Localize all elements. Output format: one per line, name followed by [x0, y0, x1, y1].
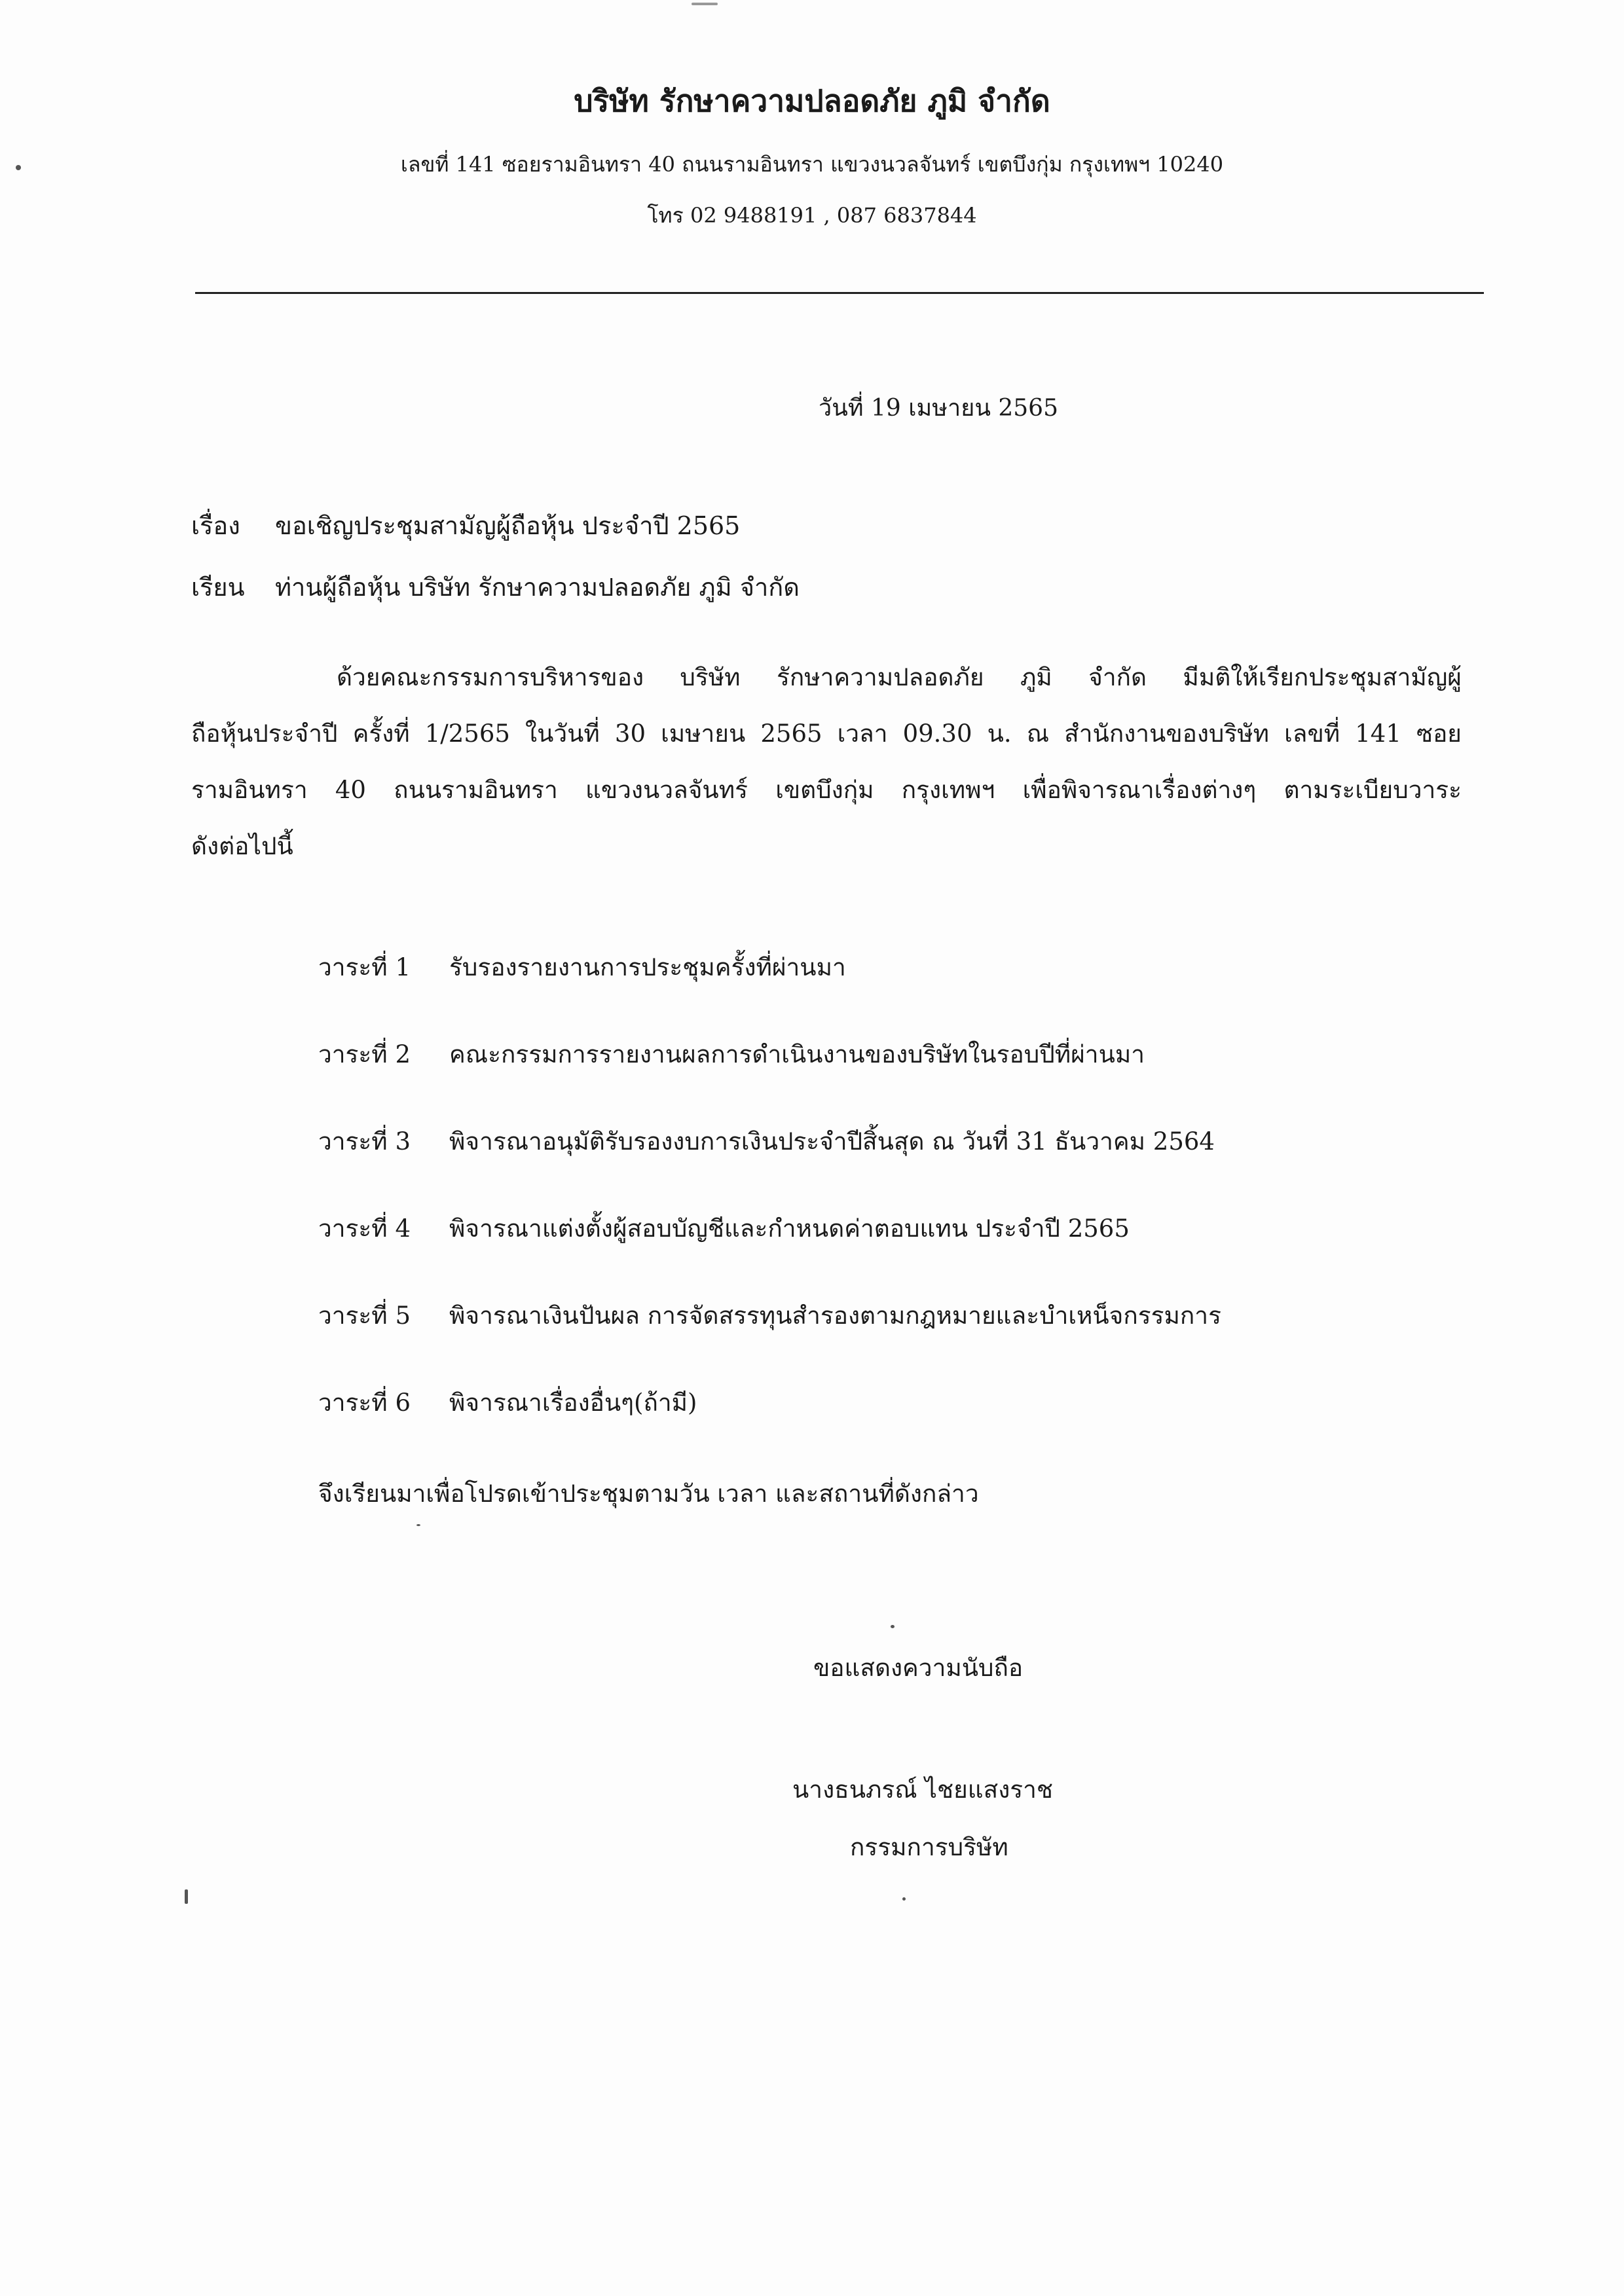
company-address: เลขที่ 141 ซอยรามอินทรา 40 ถนนรามอินทรา แขวงนวลจันทร์ เขตบึงกุ่ม กรุงเทพฯ 10240 [400, 152, 1224, 177]
scan-speck [185, 1889, 188, 1904]
company-phone: โทร 02 9488191 , 087 6837844 [647, 203, 977, 228]
agenda-number: วาระที่ 4 [318, 1214, 411, 1243]
scan-speck [891, 1625, 895, 1628]
company-name: บริษัท รักษาความปลอดภัย ภูมิ จำกัด [574, 83, 1050, 118]
signer-title: กรรมการบริษัท [850, 1833, 1008, 1861]
signer-name: นางธนภรณ์ ไชยแสงราช [792, 1776, 1054, 1804]
scan-speck [902, 1897, 906, 1901]
agenda-number: วาระที่ 2 [318, 1040, 411, 1068]
regards-text: ขอแสดงความนับถือ [813, 1654, 1024, 1682]
body-line: รามอินทรา 40 ถนนรามอินทรา แขวงนวลจันทร์ เขตบึงกุ่ม กรุงเทพฯ เพื่อพิจารณาเรื่องต่างๆ ตามระเบียบวาระ [191, 776, 1462, 804]
letter-date: วันที่ 19 เมษายน 2565 [819, 395, 1058, 422]
agenda-text: พิจารณาเงินปันผล การจัดสรรทุนสำรองตามกฎหมายและบำเหน็จกรรมการ [449, 1302, 1221, 1330]
agenda-number: วาระที่ 3 [318, 1127, 411, 1156]
body-line: ถือหุ้นประจำปี ครั้งที่ 1/2565 ในวันที่ 30 เมษายน 2565 เวลา 09.30 น. ณ สำนักงานของบริษัท เลขที่ 141 ซอย [191, 720, 1462, 748]
recipient-value: ท่านผู้ถือหุ้น บริษัท รักษาความปลอดภัย ภูมิ จำกัด [275, 573, 800, 602]
agenda-number: วาระที่ 5 [318, 1302, 411, 1330]
agenda-item [318, 1209, 1221, 1296]
agenda-number: วาระที่ 6 [318, 1389, 411, 1417]
header-divider [195, 292, 1484, 294]
scan-speck [692, 3, 718, 5]
agenda-text: พิจารณาแต่งตั้งผู้สอบบัญชีและกำหนดค่าตอบแทน ประจำปี 2565 [449, 1214, 1130, 1243]
subject-label: เรื่อง [191, 511, 240, 540]
recipient-label: เรียน [191, 573, 245, 602]
body-line: ด้วยคณะกรรมการบริหารของ บริษัท รักษาความปลอดภัย ภูมิ จำกัด มีมติให้เรียกประชุมสามัญผู้ [337, 663, 1462, 691]
body-line: ดังต่อไปนี้ [191, 832, 293, 860]
agenda-item [318, 1122, 1221, 1209]
agenda-text: พิจารณาเรื่องอื่นๆ(ถ้ามี) [449, 1389, 697, 1417]
agenda-item [318, 1383, 1221, 1470]
closing-sentence: จึงเรียนมาเพื่อโปรดเข้าประชุมตามวัน เวลา และสถานที่ดังกล่าว [318, 1480, 979, 1508]
body-paragraph [191, 649, 1462, 875]
agenda-text: รับรองรายงานการประชุมครั้งที่ผ่านมา [449, 953, 846, 981]
subject-value: ขอเชิญประชุมสามัญผู้ถือหุ้น ประจำปี 2565 [275, 511, 741, 540]
agenda-number: วาระที่ 1 [318, 953, 411, 981]
agenda-text: คณะกรรมการรายงานผลการดำเนินงานของบริษัทในรอบปีที่ผ่านมา [449, 1040, 1145, 1068]
scan-speck [16, 165, 21, 170]
agenda-item [318, 948, 1221, 1035]
agenda-text: พิจารณาอนุมัติรับรองงบการเงินประจำปีสิ้นสุด ณ วันที่ 31 ธันวาคม 2564 [449, 1127, 1215, 1156]
scan-speck [416, 1524, 420, 1526]
agenda-item [318, 1296, 1221, 1383]
agenda-list [318, 948, 1221, 1470]
agenda-item [318, 1035, 1221, 1122]
